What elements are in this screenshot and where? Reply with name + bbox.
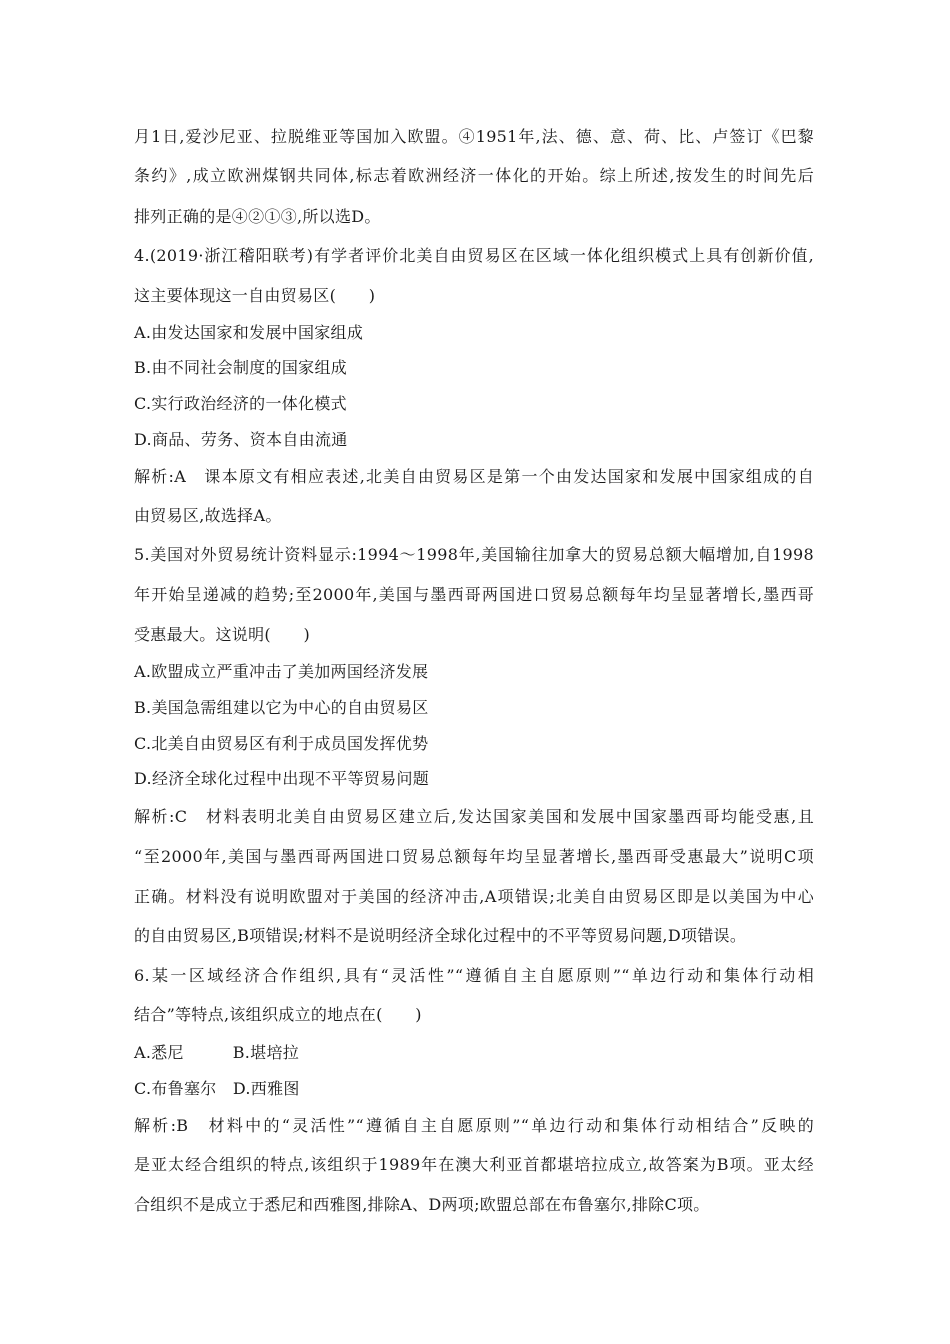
question-5-option-a: A.欧盟成立严重冲击了美加两国经济发展 [134,662,429,681]
question-5-answer-cont: “至2000年,美国与墨西哥两国进口贸易总额每年均呈显著增长,墨西哥受惠最大”说明C项 [134,847,814,866]
question-6-answer-cont: 是亚太经合组织的特点,该组织于1989年在澳大利亚首都堪培拉成立,故答案为B项。亚太经 [134,1155,814,1174]
question-6-answer-end: 合组织不是成立于悉尼和西雅图,排除A、D两项;欧盟总部在布鲁塞尔,排除C项。 [134,1195,710,1214]
question-5-option-c: C.北美自由贸易区有利于成员国发挥优势 [134,734,429,753]
question-4-stem: 4.(2019·浙江稽阳联考)有学者评价北美自由贸易区在区域一体化组织模式上具有创新价值, [134,246,814,265]
question-4-option-b: B.由不同社会制度的国家组成 [134,358,348,377]
text-line: 排列正确的是④②①③,所以选D。 [134,207,381,226]
question-4-option-c: C.实行政治经济的一体化模式 [134,394,347,413]
question-6-options-cd: C.布鲁塞尔 D.西雅图 [134,1079,300,1098]
question-4-answer: 解析:A 课本原文有相应表述,北美自由贸易区是第一个由发达国家和发展中国家组成的自 [134,467,814,486]
question-5-stem-end: 受惠最大。这说明( ) [134,625,311,644]
question-6-stem-cont: 结合”等特点,该组织成立的地点在( ) [134,1005,422,1024]
question-6-options-ab: A.悉尼 B.堪培拉 [134,1043,300,1062]
question-4-answer-cont: 由贸易区,故选择A。 [134,506,282,525]
question-5-stem: 5.美国对外贸易统计资料显示:1994～1998年,美国输往加拿大的贸易总额大幅增加,自1998 [134,545,814,564]
question-5-answer-end: 的自由贸易区,B项错误;材料不是说明经济全球化过程中的不平等贸易问题,D项错误。 [134,926,747,945]
question-4-option-a: A.由发达国家和发展中国家组成 [134,323,364,342]
question-5-answer: 解析:C 材料表明北美自由贸易区建立后,发达国家美国和发展中国家墨西哥均能受惠,且 [134,807,814,826]
text-line: 条约》,成立欧洲煤钢共同体,标志着欧洲经济一体化的开始。综上所述,按发生的时间先后 [134,166,814,185]
text-line: 月1日,爱沙尼亚、拉脱维亚等国加入欧盟。④1951年,法、德、意、荷、比、卢签订《巴黎 [134,127,814,146]
question-6-answer: 解析:B 材料中的“灵活性”“遵循自主自愿原则”“单边行动和集体行动相结合”反映的 [134,1116,814,1135]
question-5-option-d: D.经济全球化过程中出现不平等贸易问题 [134,769,430,788]
question-4-stem-cont: 这主要体现这一自由贸易区( ) [134,286,376,305]
question-4-option-d: D.商品、劳务、资本自由流通 [134,430,348,449]
question-5-option-b: B.美国急需组建以它为中心的自由贸易区 [134,698,429,717]
question-6-stem: 6.某一区域经济合作组织,具有“灵活性”“遵循自主自愿原则”“单边行动和集体行动相 [134,966,814,985]
question-5-stem-cont: 年开始呈递减的趋势;至2000年,美国与墨西哥两国进口贸易总额每年均呈显著增长,墨西哥 [134,585,814,604]
question-5-answer-cont: 正确。材料没有说明欧盟对于美国的经济冲击,A项错误;北美自由贸易区即是以美国为中心 [134,887,814,906]
